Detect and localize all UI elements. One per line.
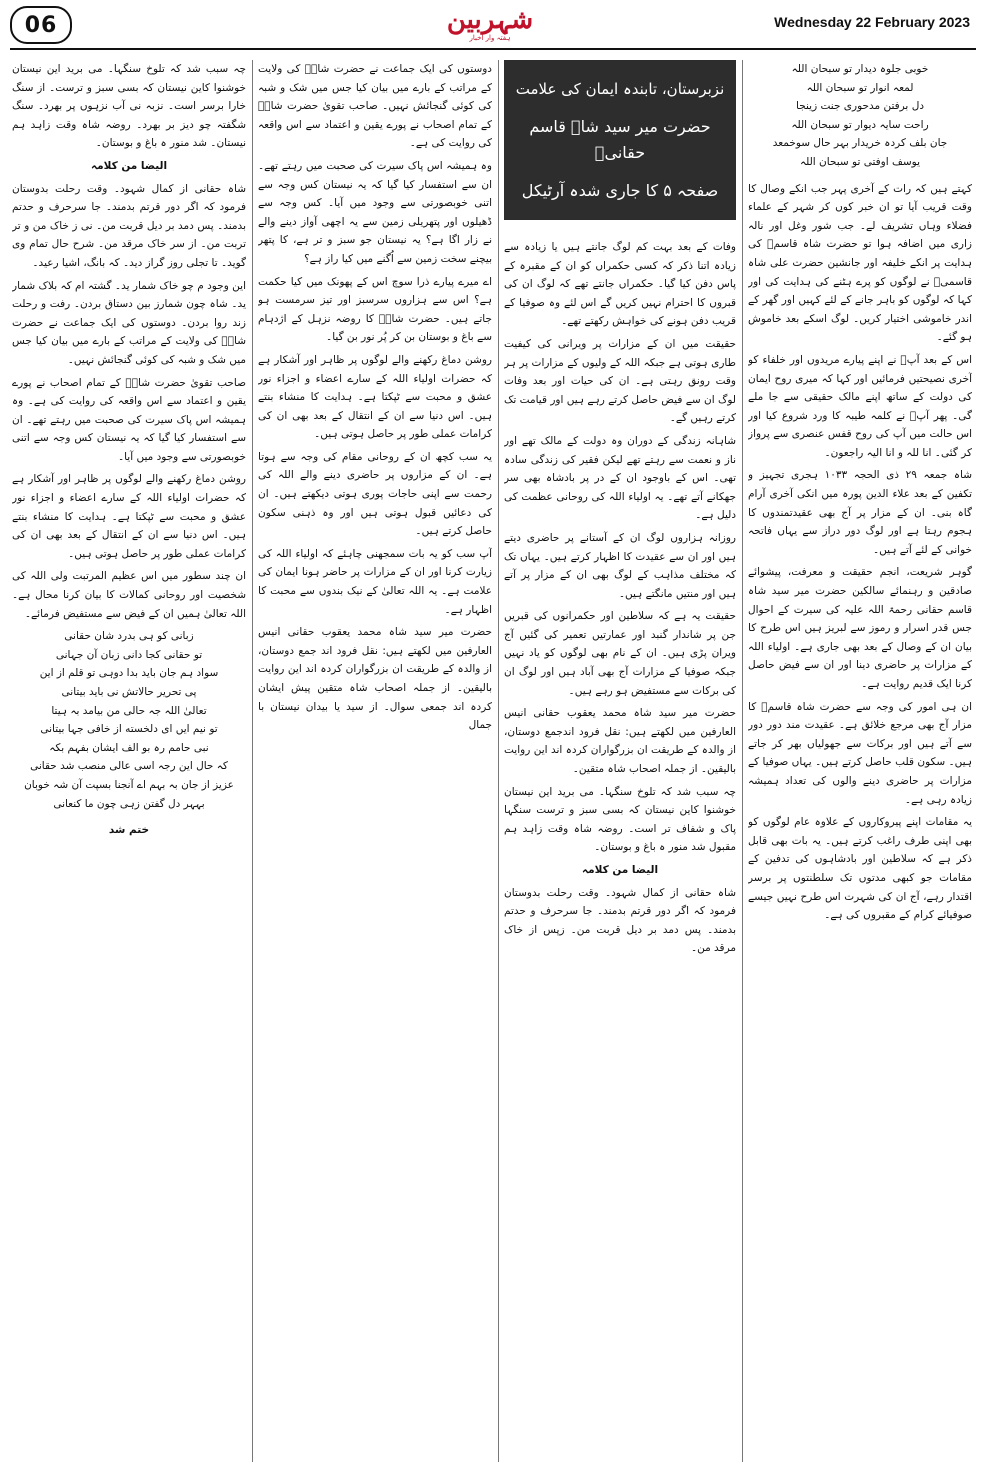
article-paragraph: آپ سب کو یہ بات سمجھنی چاہئے کہ اولیاء اللہ کی زیارت کرنا اور ان کے مزارات پر حاضر ہونا ایمان کی علامت ہے۔ یہ اللہ تعالیٰ کے نیک بندوں سے محبت کا اظہار ہے۔ bbox=[258, 547, 492, 616]
article-paragraph: روشن دماغ رکھنے والے لوگوں پر ظاہر اور آشکار ہے کہ حضرات اولیاء اللہ کے سارے اعضاء و اجزاء نور عشق و محبت سے ٹپکتا ہے۔ ہدایت کا منشاء بنتے ہیں۔ اس دنیا سے ان کے انتقال کے بعد بھی ان کی کرامات عملی طور پر حاصل ہوتی ہیں۔ bbox=[258, 353, 492, 441]
verse-line: جان بلف کردہ خریدار بہر حال سوخمعد bbox=[772, 137, 948, 150]
logo-subtitle: ہفتہ وار اخبار bbox=[469, 34, 511, 42]
article-paragraph: حضرت میر سید شاہ محمد یعقوب حقانی انیس العارفین میں لکھتے ہیں: نقل فرود اند جمع دوستان، از والدہ کے طریقت ان بزرگواران کردہ اند این روایت بالیقین۔ از جملہ اصحاب شاہ متقین پیش ایشان کردہ اند جمعی سوال۔ از سید یا بیدان نیستان با جمال bbox=[258, 626, 492, 732]
article-paragraph: ان چند سطور میں اس عظیم المرتبت ولی اللہ کی شخصیت اور روحانی کمالات کا بیان کرنا محال ہے۔ اللہ تعالیٰ ہمیں ان کے فیض سے مستفیض فرمائے۔ bbox=[12, 570, 246, 620]
page-number: 06 bbox=[10, 6, 72, 44]
opening-verses bbox=[748, 60, 972, 172]
article-paragraph: شاہ حقانی از کمال شہود۔ وقت رحلت بدوستان فرمود کہ اگر دور قرتم بدمند۔ جا سرحرف و حدتم بدمند۔ پس دمد بر دیل قربت من۔ نی ز خاک من و تر تربت من۔ از سر خاک مرقد من۔ شرح حال تمام وی گوید۔ تا تجلی روز گراز دید۔ کہ بانگ، اشیا رعید۔ bbox=[12, 182, 246, 269]
subheading: الیضا من کلامہ bbox=[581, 864, 659, 876]
verse-line: عزیز از جان بہ بہم اے آنجنا بسپت آن شہ خوبان bbox=[24, 778, 234, 791]
end-note: ختم شد bbox=[108, 824, 150, 837]
feature-line-2: حضرت میر سید شاہ قاسم حقانیؒ bbox=[529, 117, 711, 162]
article-paragraph: وفات کے بعد بہت کم لوگ جانتے ہیں یا زیادہ سے زیادہ اتنا ذکر کہ کسی حکمراں کو ان کے مقبرہ کے پاس دفن کیا گیا۔ حکمراں جانتے تھے کہ لوگ ان کی قبروں کا احترام نہیں کریں گے اس لئے وہ صوفیا کے قریب دفن ہونے کی خواہش رکھتے تھے۔ bbox=[504, 241, 736, 328]
article-paragraph: وہ ہمیشہ اس پاک سیرت کی صحبت میں رہتے تھے۔ ان سے استفسار کیا گیا کہ یہ نیستان کس وجہ سے اتنی خوبصورتی سے وجود میں آیا۔ کس وجہ سے ڈھیلوں اور پتھریلی زمین سے یہ اچھی آواز دینے والے نے زار اگا ہے؟ یہ نیستان جو سبز و تر ہے، کا پتھر بیچنے سخت زمین سے اُگنے میں کیا راز ہے؟ bbox=[258, 159, 492, 265]
logo-text: شہربین bbox=[446, 5, 534, 35]
article-paragraph: شاہ جمعہ ۲۹ ذی الحجہ ۱۰۳۳ ہجری تجہیز و تکفین کے بعد علاء الدین پورہ میں انکی آخری آرام گاہ بنی۔ ان کے مزار پر آج بھی عقیدتمندوں کا ہجوم رہتا ہے اور لوگ دور دراز سے یہاں فاتحہ خوانی کے لئے آتے ہیں۔ bbox=[748, 469, 972, 556]
article-paragraph: ان ہی امور کی وجہ سے حضرت شاہ قاسمؒ کا مزار آج بھی مرجع خلائق ہے۔ عقیدت مند دور دور سے آتے ہیں اور برکات سے جھولیاں بھر کر جاتے ہیں۔ سکون قلب حاصل کرتے ہیں۔ یہاں صوفیا کے مزارات پر حاضری دینے والوں کی تعداد ہمیشہ زیادہ رہی ہے۔ bbox=[748, 700, 972, 806]
article-paragraph: گوہر شریعت، انجم حقیقت و معرفت، پیشوائے صادقین و رہنمائے سالکین حضرت میر سید شاہ قاسم حقانی رحمۃ اللہ علیہ کی سیرت کے احوال جس قدر اسرار و رموز سے لبریز ہیں اس طرح کا بیان ان کے وصال کے بعد بھی جاری ہے۔ اولیاء اللہ کے مزارات پر حاضری دینا اور ان سے فیض حاصل کرنا ایک قدیم روایت ہے۔ bbox=[748, 566, 972, 690]
verse-line: یوسف اوفتی تو سبحان اللہ bbox=[799, 155, 921, 168]
verse-line: کہ حال این رجہ اسی عالی منصب شد حقانی bbox=[30, 760, 228, 773]
article-paragraph: شاہانہ زندگی کے دوران وہ دولت کے مالک تھے اور ناز و نعمت سے رہتے تھے لیکن فقیر کی زندگی سادہ تھی۔ اس کے باوجود ان کے در پر بادشاہ بھی سر جھکانے آتے تھے۔ یہ اولیاء اللہ کی روحانی عظمت کی دلیل ہے۔ bbox=[504, 434, 736, 522]
verse-line: تو حقانی کجا دانی زبان آن جہانی bbox=[55, 648, 203, 661]
verse-line: تعالیٰ اللہ جہ حالی من بیامد بہ ہیتا bbox=[51, 704, 207, 717]
issue-date: Wednesday 22 February 2023 bbox=[774, 14, 970, 30]
article-paragraph: چہ سبب شد کہ تلوخ سنگہا۔ می برید این نیستان خوشنوا کاین نیستان کہ بسی سبز و ترست سنگہا پاک و شفاف تر است۔ روضہ شاہ وقت زاہد ہم مقبول شد منور ہ باغ و بوستان۔ bbox=[504, 785, 736, 854]
article-paragraph: اس کے بعد آپؒ نے اپنے پیارے مریدوں اور خلفاء کو آخری نصیحتیں فرمائیں اور کہا کہ میری روح ایمان کی دولت کے ساتھ اپنے مالک حقیقی سے جا ملے گی۔ پھر آپؒ نے کلمہ طیبہ کا ورد شروع کیا اور اس حالت میں آپ کی روح قفس عنصری سے پرواز کر گئی۔ انا للہ و انا الیہ راجعون۔ bbox=[748, 353, 972, 459]
article-paragraph: حضرت میر سید شاہ محمد یعقوب حقانی انیس العارفین میں لکھتے ہیں: نقل فرود اندجمع دوستان، از والدہ کے طریقت ان بزرگواران کردہ اند این روایت بالیقین۔ از جملہ اصحاب شاہ متقین۔ bbox=[504, 707, 736, 776]
verse-line: راحت سایہ دیوار تو سبحان اللہ bbox=[791, 118, 929, 131]
article-paragraph: اے میرے پیارے ذرا سوچ اس کے پھونک میں کیا حکمت ہے؟ اس سے ہزاروں سرسبز اور تیز سرمست ہو جاتے ہیں۔ حضرت شاہؒ کا روضہ نزہل کے اژدہام سے باغ و بوستان بن کر پُر نور بن گیا۔ bbox=[258, 275, 492, 344]
article-paragraph: یہ سب کچھ ان کے روحانی مقام کی وجہ سے ہوتا ہے۔ ان کے مزاروں پر حاضری دینے والے اللہ کی رحمت سے اپنی حاجات پوری ہوتی دیکھتے ہیں۔ ان کی دعائیں قبول ہوتی ہیں اور وہ ذہنی سکون حاصل کرتے ہیں۔ bbox=[258, 450, 492, 538]
article-paragraph: روزانہ ہزاروں لوگ ان کے آستانے پر حاضری دیتے ہیں اور ان سے عقیدت کا اظہار کرتے ہیں۔ یہاں تک کہ مختلف مذاہب کے لوگ بھی ان کے مزار پر آتے ہیں اور منتیں مانگتے ہیں۔ bbox=[504, 531, 736, 600]
article-paragraph: این وجود م چو خاک شمار ید۔ گشتہ ام کہ بلاک شمار ید۔ شاہ چون شمارز بین دستاق بردن۔ رفت و رحلت زند روا بردن۔ دوستوں کی ایک جماعت نے حضرت شاہؒ کی ولایت کے مراتب کے بارے میں بیان کیا جس میں شک و شبہ کی کوئی گنجائش نہیں۔ bbox=[12, 279, 246, 366]
column-divider bbox=[252, 60, 253, 1462]
verse-line: پی تحریر حالاتش نی باید بیتانی bbox=[61, 686, 197, 698]
feature-spacer bbox=[504, 60, 736, 238]
article-paragraph: چہ سبب شد کہ تلوخ سنگہا۔ می برید این نیستان خوشنوا کاین نیستان کہ بسی سبز و ترست۔ از سنگ خارا برسر است۔ نزبہ نی آب نزہوں پر بھرد۔ سنگ شگفتہ چو دیز بر بھرد۔ روضہ شاہ وقت زاہد ہم نیستان۔ شد منور ہ باغ و بوستان۔ bbox=[12, 63, 246, 150]
column-3 bbox=[258, 60, 492, 1462]
verse-line: لمعہ انوار تو سبحان اللہ bbox=[806, 81, 914, 94]
verse-line: بہہر دل گفتن زہی چون ما کنعانی bbox=[53, 797, 205, 810]
verse-line: تو نیم ایں ای دلخسته از خافی جہا بیتانی bbox=[40, 723, 218, 736]
verse-line: سواد ہم جان باید بدا دوہی تو قلم از این bbox=[39, 667, 219, 680]
verse-line: نبی حامم رہ بو الف ایشان بفہم بکہ bbox=[49, 741, 209, 754]
verse-line: خوبی جلوہ دیدار تو سبحان اللہ bbox=[791, 63, 929, 75]
feature-line-3: صفحہ ۵ کا جاری شدہ آرٹیکل bbox=[521, 181, 719, 200]
article-paragraph: شاہ حقانی از کمال شہود۔ وقت رحلت بدوستان فرمود کہ اگر دور قرتم بدمند۔ جا سرحرف و حدتم بدمند۔ پس دمد بر دیل قربت من۔ زپس از خاک مرقد من۔ bbox=[504, 886, 736, 955]
masthead-logo bbox=[420, 0, 560, 48]
column-divider bbox=[742, 60, 743, 1462]
column-1 bbox=[748, 60, 972, 1462]
column-4 bbox=[12, 60, 246, 1462]
article-paragraph: حقیقت میں ان کے مزارات پر ویرانی کی کیفیت طاری ہوتی ہے جبکہ اللہ کے ولیوں کے مزارات پر ہر وقت رونق رہتی ہے۔ ان کی حیات اور بعد وفات لوگ ان سے فیض حاصل کرتے رہے ہیں اور قیامت تک کرتے رہیں گے۔ bbox=[504, 337, 736, 425]
article-paragraph: روشن دماغ رکھنے والے لوگوں پر ظاہر اور آشکار ہے کہ حضرات اولیاء اللہ کے سارے اعضاء و اجزاء نور عشق و محبت سے ٹپکتا ہے۔ ہدایت کا منشاء بنتے ہیں۔ اس دنیا سے ان کے انتقال کے بعد بھی ان کی کرامات عملی طور پر حاصل ہوتی ہیں۔ bbox=[12, 473, 246, 560]
article-paragraph: کہتے ہیں کہ رات کے آخری پہر جب انکے وصال کا وقت قریب آیا تو ان خبر کوں کر شہر کے علماء فضلاء وہاں تشریف لے۔ جب شور وغل اور نالہ زاری میں اضافہ ہوا تو حضرت شاہ قاسمؒ کی ہدایت پر انکے خلیفہ اور جانشین حضرت علی شاہ قاسمیؒ نے لوگوں کو پرے ہٹنے کی ہدایت کی اور کہا کہ لوگوں کو باہر جانے کے لئے کہیں اور گھر کے اندر خاموشی اختیار کریں۔ لوگ اسکے بعد خاموش ہو گئے۔ bbox=[748, 182, 972, 344]
header-rule bbox=[10, 48, 976, 50]
subheading: الیضا من کلامہ bbox=[90, 159, 168, 172]
column-divider bbox=[498, 60, 499, 1462]
verse-line: دل برفتن مدحوری جنت زینجا bbox=[796, 100, 924, 113]
closing-verses bbox=[12, 627, 246, 813]
article-paragraph: دوستوں کی ایک جماعت نے حضرت شاہؒ کی ولایت کے مراتب کے بارے میں بیان کیا جس میں شک و شبہ کی کوئی گنجائش نہیں۔ صاحب تقویٰ حضرت شاہؒ کے تمام اصحاب نے پورے یقین و اعتماد سے اس واقعہ کی روایت کی ہے۔ bbox=[258, 63, 492, 150]
article-paragraph: یہ مقامات اپنے پیروکاروں کے علاوہ عام لوگوں کو بھی اپنی طرف راغب کرتے ہیں۔ یہ بات بھی قابل ذکر ہے کہ سلاطین اور بادشاہوں کی تدفین کے مقامات جو کبھی مدتوں تک سلطنتوں پر برسر اقتدار رہے، آج ان کی شہرت اس طرح نہیں جیسے صوفیائے کرام کے مقبروں کی ہے۔ bbox=[748, 816, 972, 922]
feature-line-1: نزبرستان، تابندہ ایمان کی علامت bbox=[515, 80, 725, 98]
column-2 bbox=[504, 60, 736, 1462]
verse-line: زبانی کو ہی بدرد شان حقانی bbox=[64, 630, 194, 643]
article-paragraph: حقیقت یہ ہے کہ سلاطین اور حکمرانوں کی قبریں جن پر شاندار گنبد اور عمارتیں تعمیر کی گئیں آج ویران پڑی ہیں۔ ان کے نام بھی لوگوں کو یاد نہیں جبکہ صوفیا کے مزارات آج بھی آباد ہیں اور لوگ ان کی برکات سے مستفیض ہو رہے ہیں۔ bbox=[504, 610, 736, 697]
page-header bbox=[0, 0, 984, 50]
article-paragraph: صاحب تقویٰ حضرت شاہؒ کے تمام اصحاب نے پورے یقین و اعتماد سے اس واقعہ کی روایت کی ہے۔ وہ ہمیشہ اس پاک سیرت کی صحبت میں رہتے تھے۔ ان سے استفسار کیا گیا کہ یہ نیستان کس وجہ سے اتنی خوبصورتی سے وجود میں آیا۔ bbox=[12, 376, 246, 463]
